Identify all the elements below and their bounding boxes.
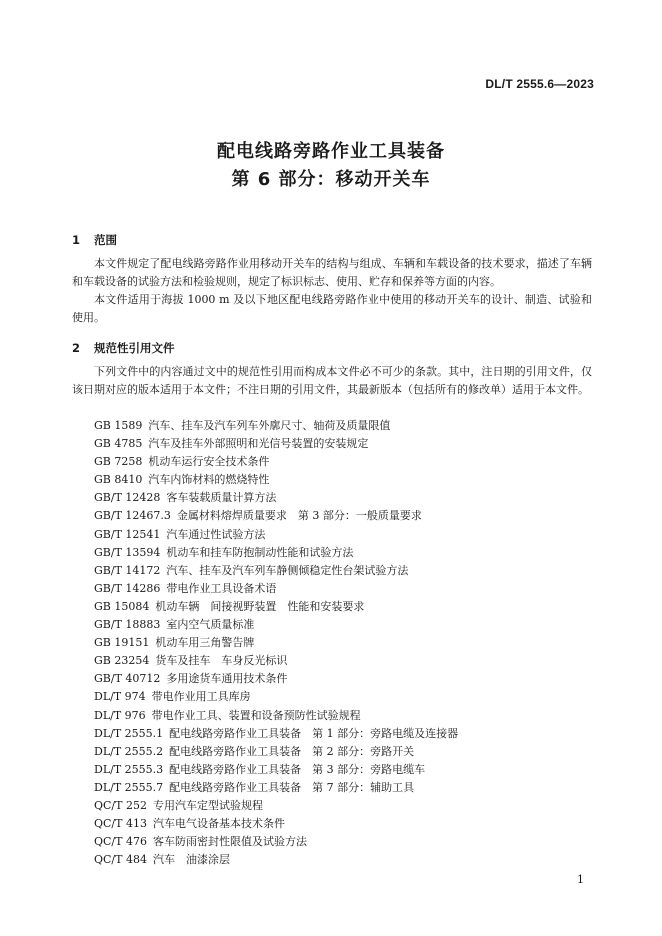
reference-item xyxy=(94,797,458,815)
reference-code: DL/T 2555.1 xyxy=(94,726,164,740)
reference-item xyxy=(94,507,458,525)
document-code: DL/T 2555.6—2023 xyxy=(485,77,594,91)
reference-item xyxy=(94,815,458,833)
reference-code: QC/T 413 xyxy=(94,817,147,831)
paragraph: 本文件适用于海拔 1000 m 及以下地区配电线路旁路作业中使用的移动开关车的设计、制造、试验和使用。 xyxy=(72,293,592,324)
reference-code: QC/T 476 xyxy=(94,835,147,849)
reference-item xyxy=(94,725,458,743)
section-heading-normative-references xyxy=(72,340,175,356)
reference-code: GB/T 12467.3 xyxy=(94,509,171,523)
reference-title: 机动车和挂车防抱制动性能和试验方法 xyxy=(166,545,354,559)
reference-list xyxy=(94,417,458,869)
reference-item xyxy=(94,471,458,489)
document-title: 配电线路旁路作业工具装备 xyxy=(217,141,445,162)
reference-title: 机动车用三角警告牌 xyxy=(155,636,255,650)
reference-title: 客车装载质量计算方法 xyxy=(166,491,277,505)
reference-title: 客车防雨密封性限值及试验方法 xyxy=(152,835,307,849)
reference-item xyxy=(94,743,458,761)
section-title: 范围 xyxy=(94,233,117,247)
reference-item xyxy=(94,489,458,507)
reference-title: 机动车辆 间接视野装置 性能和安装要求 xyxy=(155,599,365,613)
reference-title: 汽车电气设备基本技术条件 xyxy=(152,817,285,831)
reference-title: 带电作业工具设备术语 xyxy=(166,581,277,595)
paragraph: 下列文件中的内容通过文中的规范性引用而构成本文件必不可少的条款。其中，注日期的引用文件，仅该日期对应的版本适用于本文件；不注日期的引用文件，其最新版本（包括所有的修改单）适用于本文件。 xyxy=(72,365,592,396)
reference-code: GB/T 12541 xyxy=(94,527,161,541)
reference-code: GB/T 13594 xyxy=(94,545,161,559)
reference-title: 带电作业工具、装置和设备预防性试验规程 xyxy=(151,708,361,722)
reference-title: 配电线路旁路作业工具装备 第 7 部分：辅助工具 xyxy=(169,780,415,794)
paragraph: 本文件规定了配电线路旁路作业用移动开关车的结构与组成、车辆和车载设备的技术要求，描述了车辆和车载设备的试验方法和检验规则，规定了标识标志、使用、贮存和保养等方面的内容。 xyxy=(72,257,592,288)
reference-code: GB 1589 xyxy=(94,419,143,432)
reference-title: 专用汽车定型试验规程 xyxy=(152,798,263,812)
section-heading-scope xyxy=(72,232,117,248)
reference-code: GB 8410 xyxy=(94,473,143,487)
reference-item xyxy=(94,562,458,580)
reference-title: 室内空气质量标准 xyxy=(166,618,255,632)
reference-code: DL/T 2555.3 xyxy=(94,762,164,776)
reference-code: GB/T 18883 xyxy=(94,618,161,632)
reference-code: QC/T 252 xyxy=(94,798,147,812)
reference-item xyxy=(94,616,458,634)
reference-item xyxy=(94,453,458,471)
reference-code: GB/T 14286 xyxy=(94,581,161,595)
reference-title: 机动车运行安全技术条件 xyxy=(148,455,270,469)
reference-code: QC/T 484 xyxy=(94,853,147,867)
reference-code: DL/T 974 xyxy=(94,690,146,704)
reference-code: GB 15084 xyxy=(94,599,150,613)
reference-title: 多用途货车通用技术条件 xyxy=(166,672,288,686)
reference-item xyxy=(94,598,458,616)
reference-code: GB/T 40712 xyxy=(94,672,161,686)
reference-title: 汽车 油漆涂层 xyxy=(152,853,230,867)
reference-item xyxy=(94,634,458,652)
page-number: 1 xyxy=(577,873,584,886)
reference-title: 配电线路旁路作业工具装备 第 3 部分：旁路电缆车 xyxy=(169,762,426,776)
document-subtitle: 第 6 部分：移动开关车 xyxy=(231,169,431,190)
reference-title: 汽车通过性试验方法 xyxy=(166,527,266,541)
reference-code: GB/T 12428 xyxy=(94,491,161,505)
reference-item xyxy=(94,544,458,562)
reference-item xyxy=(94,833,458,851)
reference-code: DL/T 976 xyxy=(94,708,146,722)
section-number: 1 xyxy=(72,233,81,247)
reference-title: 带电作业用工具库房 xyxy=(151,690,251,704)
reference-item xyxy=(94,851,458,869)
reference-code: GB/T 14172 xyxy=(94,563,161,577)
reference-item xyxy=(94,707,458,725)
reference-code: GB 4785 xyxy=(94,437,143,451)
reference-title: 配电线路旁路作业工具装备 第 1 部分：旁路电缆及连接器 xyxy=(169,726,459,740)
reference-title: 汽车及挂车外部照明和光信号装置的安装规定 xyxy=(148,437,369,451)
reference-code: GB 7258 xyxy=(94,455,143,469)
reference-item xyxy=(94,435,458,453)
reference-title: 汽车内饰材料的燃烧特性 xyxy=(148,473,270,487)
reference-item xyxy=(94,526,458,544)
reference-item xyxy=(94,670,458,688)
reference-title: 配电线路旁路作业工具装备 第 2 部分：旁路开关 xyxy=(169,744,415,758)
section-title: 规范性引用文件 xyxy=(94,341,175,355)
reference-title: 货车及挂车 车身反光标识 xyxy=(155,654,288,668)
reference-code: GB 23254 xyxy=(94,654,150,668)
reference-item xyxy=(94,417,458,435)
reference-title: 汽车、挂车及汽车列车静侧倾稳定性台架试验方法 xyxy=(166,563,409,577)
reference-code: DL/T 2555.2 xyxy=(94,744,164,758)
reference-title: 金属材料熔焊质量要求 第 3 部分：一般质量要求 xyxy=(176,509,422,523)
reference-code: GB 19151 xyxy=(94,636,150,650)
reference-item xyxy=(94,688,458,706)
reference-item xyxy=(94,652,458,670)
reference-code: DL/T 2555.7 xyxy=(94,780,164,794)
reference-item xyxy=(94,761,458,779)
reference-item xyxy=(94,580,458,598)
reference-item xyxy=(94,779,458,797)
section-number: 2 xyxy=(72,341,81,355)
reference-title: 汽车、挂车及汽车列车外廓尺寸、轴荷及质量限值 xyxy=(148,419,391,432)
